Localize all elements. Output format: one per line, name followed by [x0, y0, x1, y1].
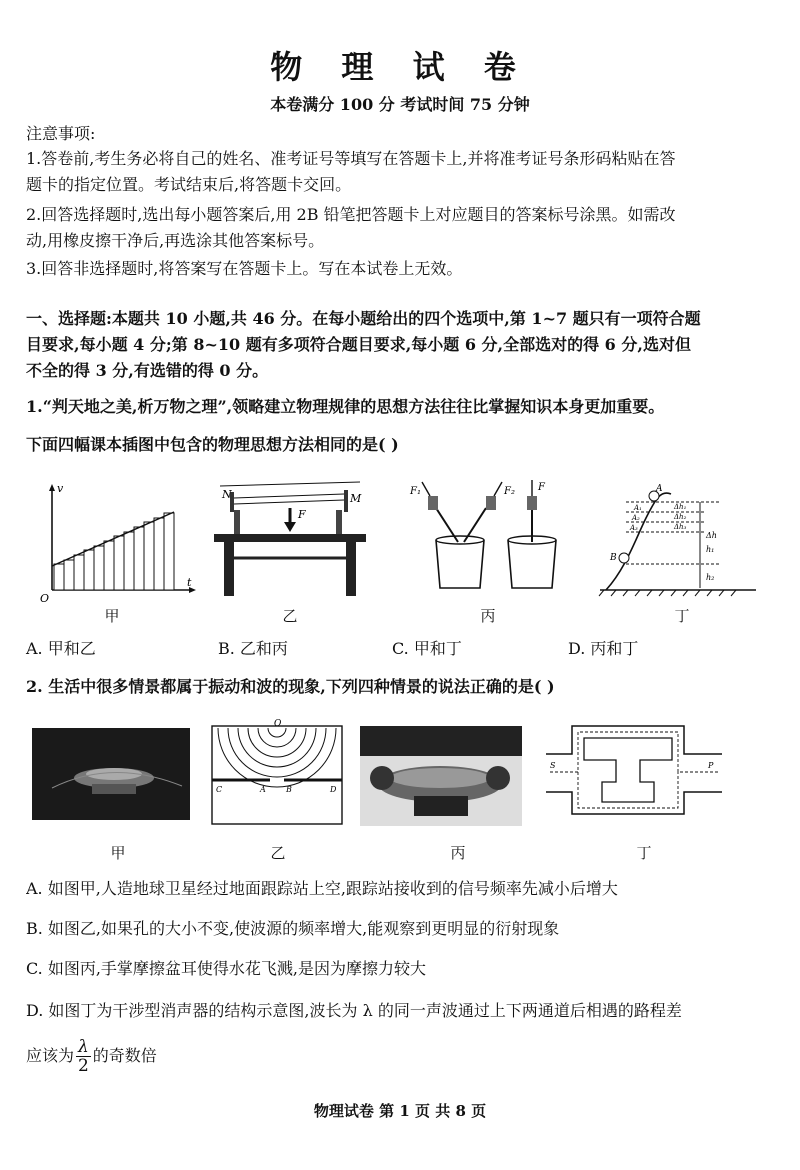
label-a2: A₂ [632, 514, 640, 522]
paper-title: 物 理 试 卷 [270, 48, 530, 86]
notice-line: 3.回答非选择题时,将答案写在答题卡上。写在本试卷上无效。 [26, 259, 463, 278]
label-h1: h₁ [706, 545, 715, 554]
option-b: B. 乙和丙 [218, 639, 288, 658]
option-a: A. 甲和乙 [26, 639, 96, 658]
figure-caption: 甲 [104, 607, 120, 625]
notice-line: 2.回答选择题时,选出每小题答案后,用 2B 铅笔把答题卡上对应题目的答案标号涂黑。如需改 [26, 205, 676, 224]
label-dh2: Δh₂ [674, 513, 687, 521]
axis-label-v: v [57, 482, 64, 495]
figure-q2-yi [210, 718, 344, 828]
option-d-text-pre: 应该为 [26, 1046, 75, 1065]
label-a: A [656, 484, 663, 494]
notice-heading: 注意事项: [26, 124, 96, 143]
option-d: D. 如图丁为干涉型消声器的结构示意图,波长为 λ 的同一声波通过上下两通道后相遇的路程差 [26, 1001, 682, 1020]
figure-caption: 甲 [110, 844, 126, 862]
label-s: S [550, 761, 556, 770]
label-n: N [222, 488, 232, 501]
label-o: O [274, 719, 282, 729]
axis-origin: O [40, 592, 50, 605]
figure-caption: 丙 [480, 607, 496, 625]
figure-caption: 丙 [450, 844, 466, 862]
figure-caption: 丁 [674, 607, 690, 625]
option-c: C. 甲和丁 [392, 639, 462, 658]
section-instruction: 不全的得 3 分,有选错的得 0 分。 [26, 361, 269, 380]
label-a1: A₁ [634, 504, 642, 512]
question-2-stem: 2. 生活中很多情景都属于振动和波的现象,下列四种情景的说法正确的是( ) [26, 677, 555, 696]
label-a3: A₃ [630, 524, 638, 532]
label-f3: F [538, 482, 545, 493]
figure-q1-yi [210, 472, 370, 602]
label-h2: h₂ [706, 573, 715, 582]
label-f2: F₂ [504, 486, 515, 497]
notice-line: 题卡的指定位置。考试结束后,将答题卡交回。 [26, 175, 352, 194]
figure-q1-ding [596, 478, 766, 603]
label-c: C [216, 785, 223, 794]
section-instruction: 一、选择题:本题共 10 小题,共 46 分。在每小题给出的四个选项中,第 1~7 题只有一项符合题 [26, 309, 701, 328]
fraction-numerator: λ [78, 1037, 89, 1057]
notice-line: 1.答卷前,考生务必将自己的姓名、准考证号等填写在答题卡上,并将准考证号条形码粘贴在答 [26, 149, 676, 168]
section-instruction: 目要求,每小题 4 分;第 8~10 题有多项符合题目要求,每小题 6 分,全部选对的得 6 分,选对但 [26, 335, 691, 354]
label-b: B [286, 785, 292, 794]
option-d-text-post: 的奇数倍 [92, 1046, 157, 1065]
label-d: D [330, 785, 337, 794]
label-f: F [298, 508, 306, 521]
option-b: B. 如图乙,如果孔的大小不变,使波源的频率增大,能观察到更明显的衍射现象 [26, 919, 560, 938]
label-dh: Δh [706, 531, 717, 540]
label-a: A [260, 785, 266, 794]
figure-q2-ding [544, 722, 724, 818]
label-p: P [708, 761, 714, 770]
figure-caption: 丁 [636, 844, 652, 862]
figure-caption: 乙 [270, 844, 286, 862]
figure-q2-jia-photo [32, 728, 190, 820]
figure-q1-bing [408, 478, 568, 598]
figure-q1-jia [32, 480, 202, 605]
axis-label-t: t [187, 576, 192, 589]
label-b: B [610, 553, 617, 563]
label-m: M [350, 492, 362, 505]
label-dh1: Δh₁ [674, 503, 687, 511]
option-c: C. 如图丙,手掌摩擦盆耳使得水花飞溅,是因为摩擦力较大 [26, 959, 427, 978]
figure-caption: 乙 [282, 607, 298, 625]
figure-q2-bing-photo [360, 726, 522, 826]
option-d: D. 丙和丁 [568, 639, 639, 658]
paper-subtitle: 本卷满分 100 分 考试时间 75 分钟 [270, 95, 530, 114]
label-f1: F₁ [410, 486, 421, 497]
label-dh3: Δh₃ [674, 523, 687, 531]
option-a: A. 如图甲,人造地球卫星经过地面跟踪站上空,跟踪站接收到的信号频率先减小后增大 [26, 879, 618, 898]
fraction-denominator: 2 [77, 1056, 89, 1076]
question-1-stem-2: 下面四幅课本插图中包含的物理思想方法相同的是( ) [26, 435, 399, 454]
option-d-continued [26, 1036, 786, 1076]
page-footer: 物理试卷 第 1 页 共 8 页 [313, 1102, 487, 1120]
lambda-over-2-fraction [76, 1038, 91, 1075]
question-1-stem: 1.“判天地之美,析万物之理”,领略建立物理规律的思想方法往往比掌握知识本身更加重要。 [26, 397, 665, 416]
notice-line: 动,用橡皮擦干净后,再选涂其他答案标号。 [26, 231, 325, 250]
